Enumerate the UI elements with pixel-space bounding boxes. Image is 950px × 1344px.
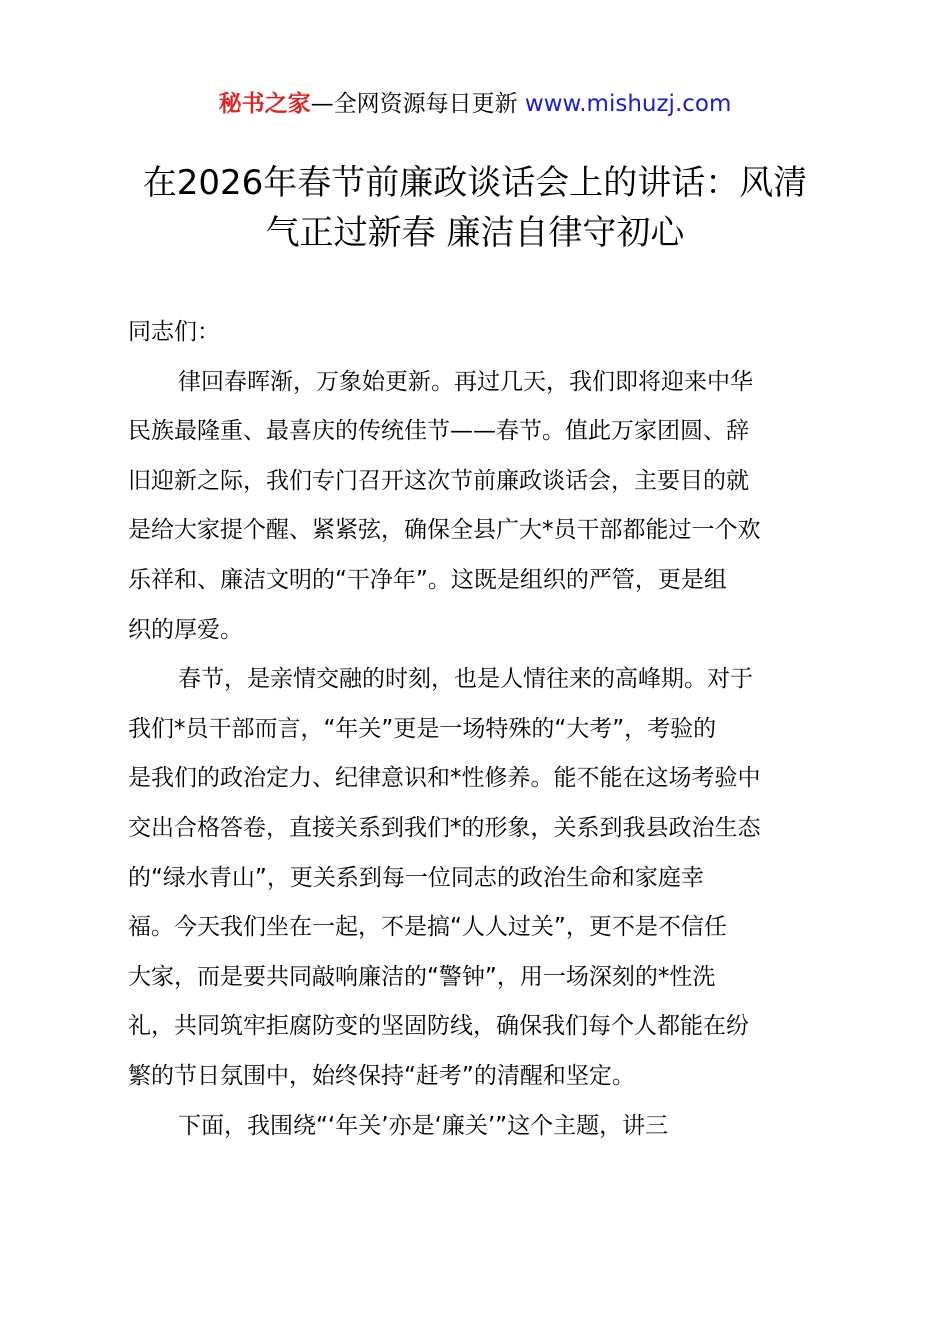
brand-name: 秘书之家 xyxy=(218,91,311,117)
paragraph-line: 的“绿水青山”，更关系到每一位同志的政治生命和家庭幸 xyxy=(128,864,704,891)
paragraph-line: 我们*员干部而言，“年关”更是一场特殊的“大考”，考验的 xyxy=(128,715,717,742)
paragraph-line: 交出合格答卷，直接关系到我们*的形象，关系到我县政治生态 xyxy=(128,814,761,841)
document-title xyxy=(110,158,840,258)
paragraph-line: 旧迎新之际，我们专门召开这次节前廉政谈话会，主要目的就 xyxy=(128,467,749,494)
paragraph xyxy=(128,358,838,656)
paragraph-line: 礼，共同筑牢拒腐防变的坚固防线，确保我们每个人都能在纷 xyxy=(128,1013,749,1040)
salutation: 同志们： xyxy=(128,319,220,345)
paragraph-line: 春节，是亲情交融的时刻，也是人情往来的高峰期。对于 xyxy=(178,666,753,693)
paragraph-line: 乐祥和、廉洁文明的“干净年”。这既是组织的严管，更是组 xyxy=(128,566,727,593)
title-line: 在2026年春节前廉政谈话会上的讲话：风清 xyxy=(142,163,808,203)
document-body xyxy=(128,308,838,1151)
site-header xyxy=(0,86,950,122)
paragraph-line: 民族最隆重、最喜庆的传统佳节——春节。值此万家团圆、辞 xyxy=(128,418,749,445)
title-line: 气正过新春 廉洁自律守初心 xyxy=(265,213,685,253)
site-url-link[interactable]: www.mishuzj.com xyxy=(524,91,732,117)
paragraph-line: 织的厚爱。 xyxy=(128,616,243,643)
paragraph-line: 大家，而是要共同敲响廉洁的“警钟”，用一场深刻的*性洗 xyxy=(128,963,716,990)
paragraph-line: 福。今天我们坐在一起，不是搞“人人过关”，更不是不信任 xyxy=(128,914,727,941)
paragraph-line: 是给大家提个醒、紧紧弦，确保全县广大*员干部都能过一个欢 xyxy=(128,517,761,544)
paragraph-line: 是我们的政治定力、纪律意识和*性修养。能不能在这场考验中 xyxy=(128,765,761,792)
paragraph-line: 律回春晖渐，万象始更新。再过几天，我们即将迎来中华 xyxy=(178,368,753,395)
paragraph xyxy=(128,1102,838,1152)
header-tagline: —全网资源每日更新 xyxy=(310,91,518,117)
paragraph xyxy=(128,655,838,1101)
paragraph-line: 下面，我围绕“‘年关’亦是‘廉关’”这个主题，讲三 xyxy=(178,1112,669,1139)
paragraph-line: 繁的节日氛围中，始终保持“赶考”的清醒和坚定。 xyxy=(128,1062,635,1089)
